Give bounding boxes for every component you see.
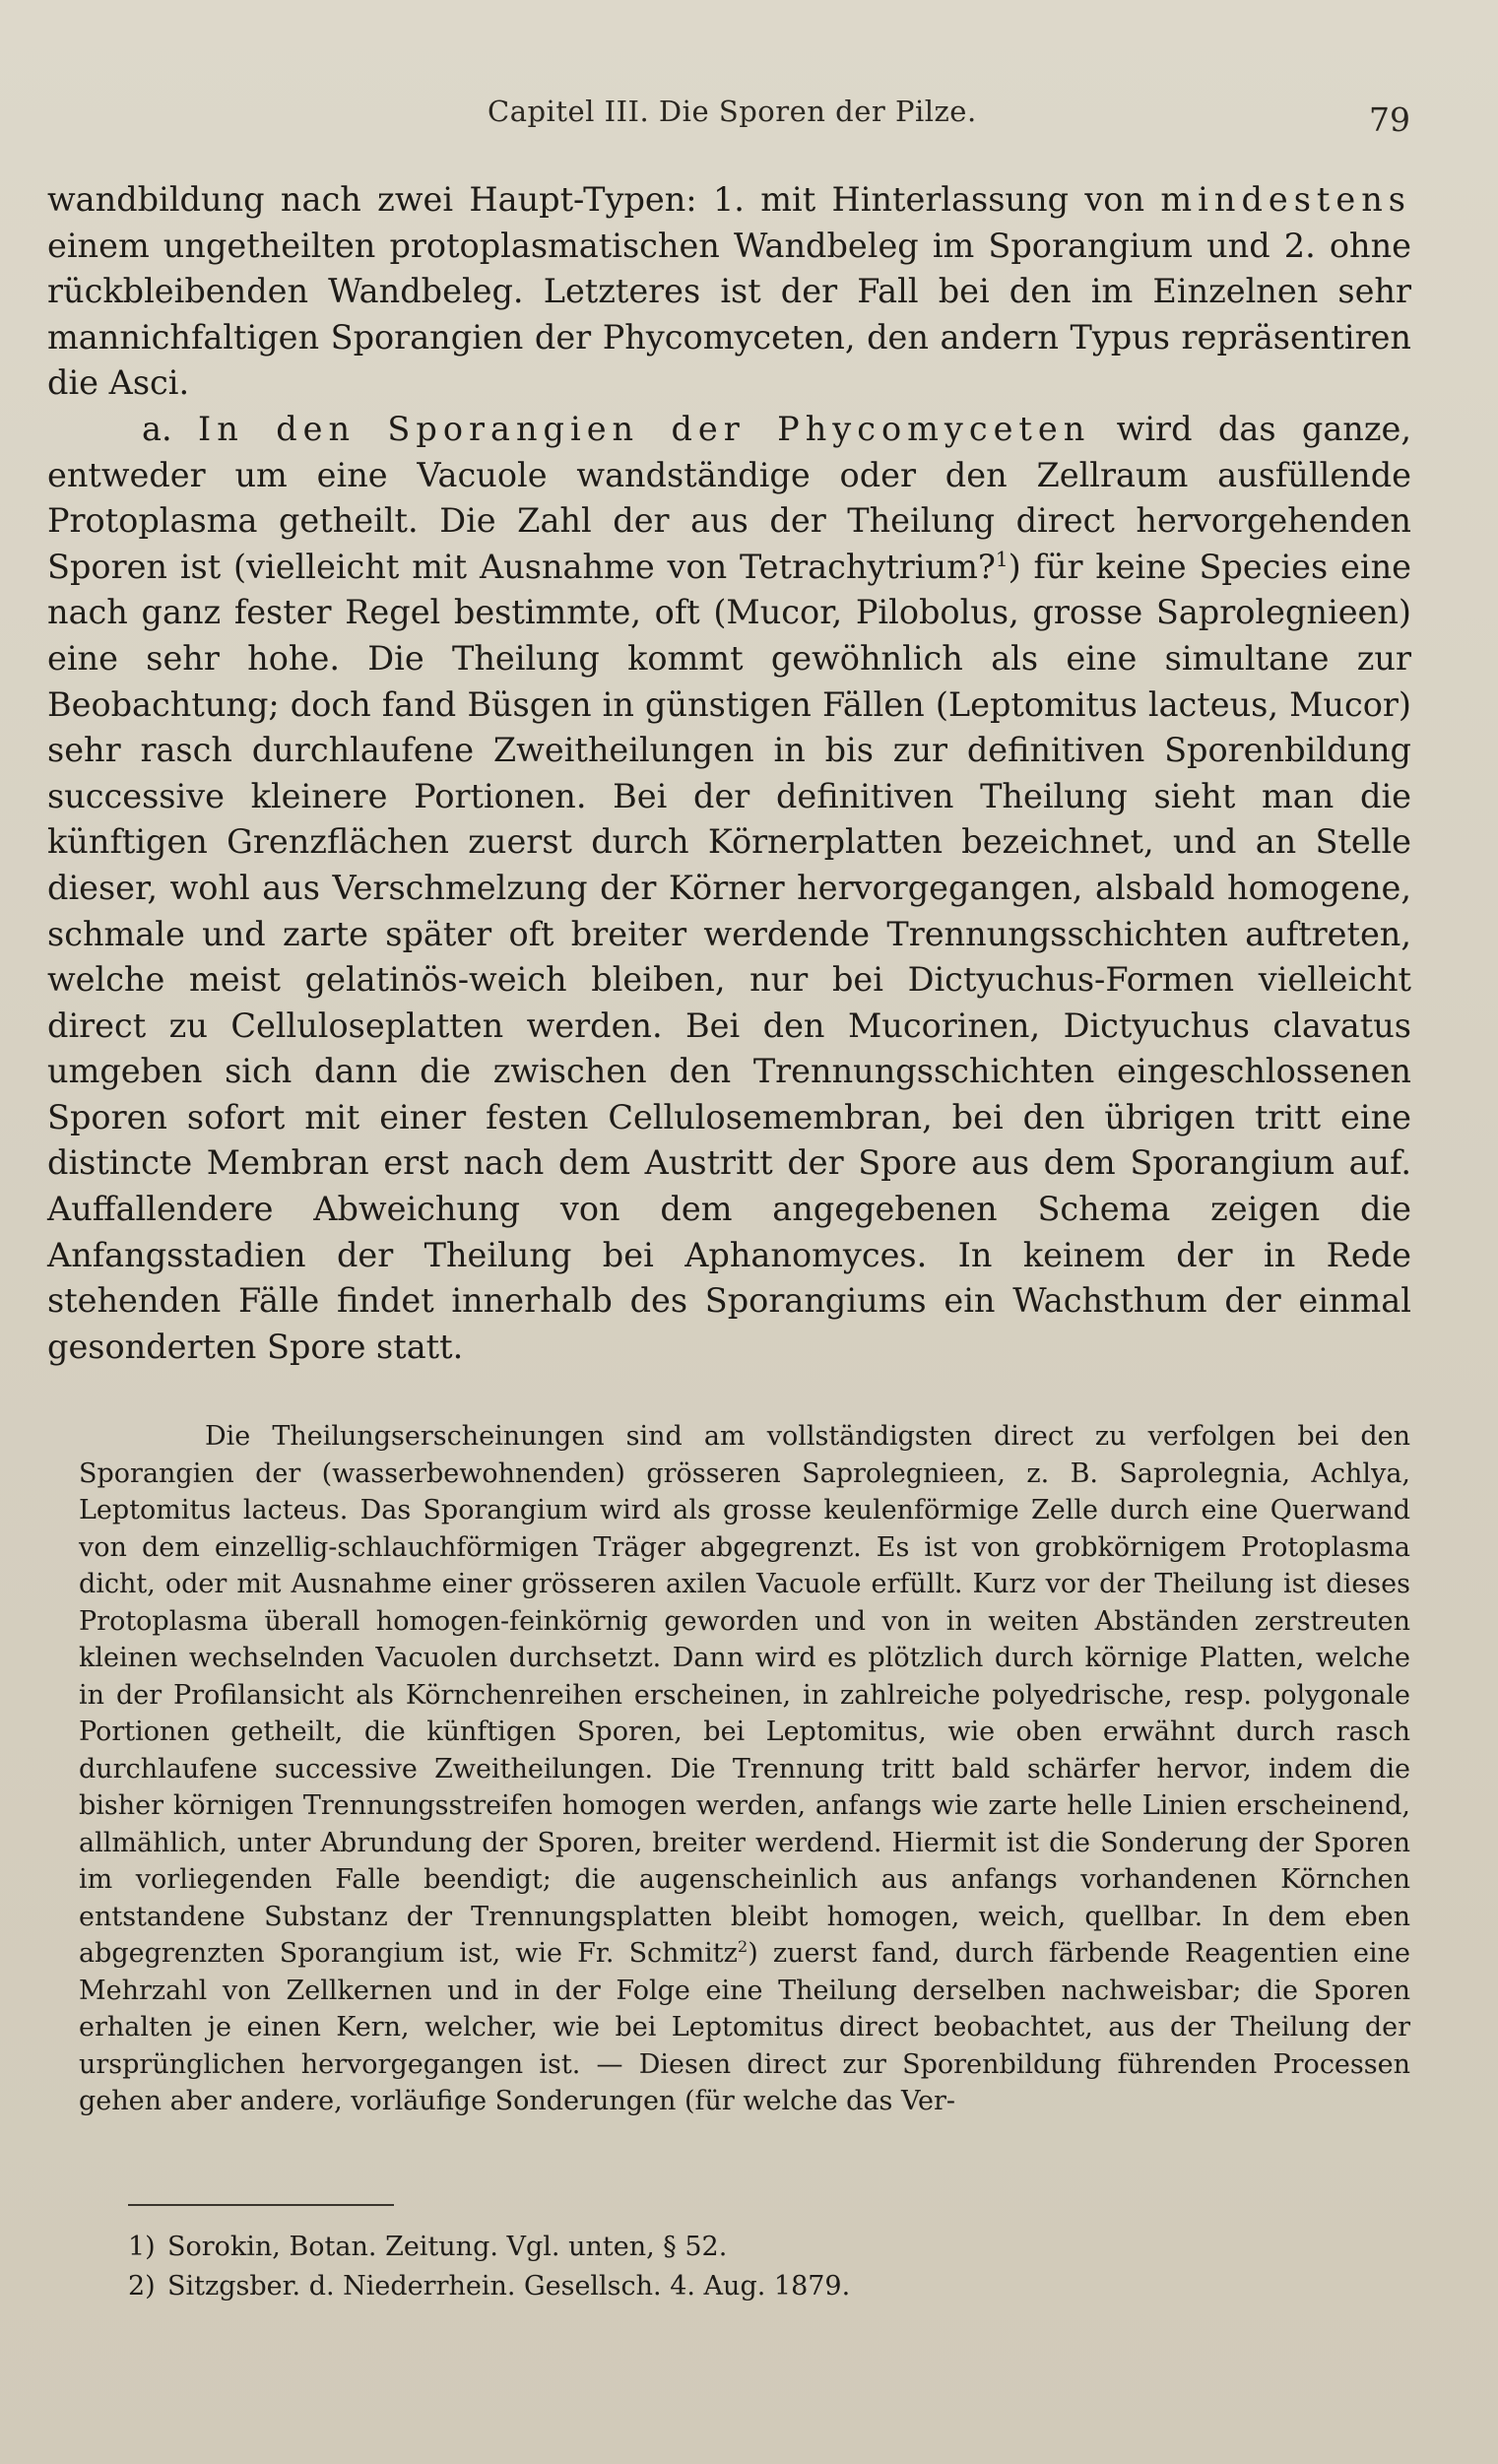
paragraph-text: wird das ganze, entweder um eine Vacuole wandständige oder den Zellraum ausfüllende Protoplasma getheilt. Die Zahl der aus der Theilung direct hervorgehenden Sporen ist (vielleicht mit Ausnahme von Tetrachytrium? <box>47 409 1412 586</box>
paragraph-typen <box>47 177 1411 407</box>
paragraph-text: einem ungetheilten protoplasmatischen Wandbeleg im Sporangium und 2. ohne rückbleibenden Wandbeleg. Letzteres ist der Fall bei den im Einzelnen sehr mannichfaltigen Sporangien der Phycomyceten, den andern Typus repräsentiren die Asci. <box>47 226 1411 403</box>
paragraph-text: ) zuerst fand, durch färbende Reagentien eine Mehrzahl von Zellkernen und in der Folge eine Theilung derselben nachweisbar; die Sporen erhalten je einen Kern, welcher, wie bei Leptomitus direct beobachtet, aus der Theilung der ursprünglichen hervorgegangen ist. — Diesen direct zur Sporenbildung führenden Processen gehen aber andere, vorläufige Sonderungen (für welche das Ver- <box>79 1938 1410 2116</box>
running-head <box>0 95 1498 144</box>
paragraph-text: Die Theilungserscheinungen sind am vollständigsten direct zu verfolgen bei den Sporangien der (wasserbewohnenden) grösseren Saprolegnieen, z. B. Saprolegnia, Achlya, Leptomitus lacteus. Das Sporangium wird als grosse keulenförmige Zelle durch eine Querwand von dem einzellig-schlauchförmigen Träger abgegrenzt. Es ist von grobkörnigem Protoplasma dicht, oder mit Ausnahme einer grösseren axilen Vacuole erfüllt. Kurz vor der Theilung ist dieses Protoplasma überall homogen-feinkörnig geworden und von in weiten Abständen zerstreuten kleinen wechselnden Vacuolen durchsetzt. Dann wird es plötzlich durch körnige Platten, welche in der Profilansicht als Körnchenreihen erscheinen, in zahlreiche polyedrische, resp. polygonale Portionen getheilt, die künftigen Sporen, bei Leptomitus, wie oben erwähnt durch rasch durchlaufene successive Zweitheilungen. Die Trennung tritt bald schärfer hervor, indem die bisher körnigen Trennungsstreifen homogen werden, anfangs wie zarte helle Linien erscheinend, allmählich, unter Abrundung der Sporen, breiter werdend. Hiermit ist die Sonderung der Sporen im vorliegenden Falle beendigt; die augenscheinlich aus anfangs vorhandenen Körnchen entstandene Substanz der Trennungsplatten bleibt homogen, weich, quellbar. In dem eben abgegrenzten Sporangium ist, wie Fr. Schmitz <box>79 1421 1410 1969</box>
emphasis-spaced: mindestens <box>1160 180 1411 219</box>
footnotes <box>128 2228 1211 2306</box>
footnote-2 <box>128 2267 1211 2306</box>
paragraph-text: ) für keine Species eine nach ganz fester Regel bestimmte, oft (Mucor, Pilobolus, grosse Saprolegnieen) eine sehr hohe. Die Theilung kommt gewöhnlich als eine simultane zur Beobachtung; doch fand Büsgen in günstigen Fällen (Leptomitus lacteus, Mucor) sehr rasch durchlaufene Zweitheilungen in bis zur definitiven Sporenbildung successive kleinere Portionen. Bei der definitiven Theilung sieht man die künftigen Grenzflächen zuerst durch Körnerplatten bezeichnet, und an Stelle dieser, wohl aus Verschmelzung der Körner hervorgegangen, alsbald homogene, schmale und zarte später oft breiter werdende Trennungsschichten auftreten, welche meist gelatinös-weich bleiben, nur bei Dictyuchus-Formen vielleicht direct zu Celluloseplatten werden. Bei den Mucorinen, Dictyuchus clavatus umgeben sich dann die zwischen den Trennungsschichten eingeschlossenen Sporen sofort mit einer festen Cellulosemembran, bei den übrigen tritt eine distincte Membran erst nach dem Austritt der Spore aus dem Sporangium auf. Auffallendere Abweichung von dem angegebenen Schema zeigen die Anfangsstadien der Theilung bei Aphanomyces. In keinem der in Rede stehenden Fälle findet innerhalb des Sporangiums ein Wachsthum der einmal gesonderten Spore statt. <box>47 547 1411 1366</box>
footnote-1 <box>128 2228 1211 2267</box>
footnote-divider <box>128 2204 394 2206</box>
footnote-mark: 2) <box>128 2271 156 2302</box>
footnote-ref-1: 1 <box>995 547 1009 571</box>
footnote-text: Sorokin, Botan. Zeitung. Vgl. unten, § 52. <box>167 2232 728 2262</box>
list-marker: a. <box>142 409 172 448</box>
footnote-text: Sitzgsber. d. Niederrhein. Gesellsch. 4. Aug. 1879. <box>167 2271 851 2302</box>
paragraph-small <box>79 1418 1410 2120</box>
footnote-mark: 1) <box>128 2232 156 2262</box>
chapter-title: Capitel III. Die Sporen der Pilze. <box>488 95 977 128</box>
footnote-ref-2: 2 <box>737 1937 749 1956</box>
main-text <box>47 177 1411 1370</box>
page-number: 79 <box>1369 100 1410 139</box>
small-print-section <box>79 1418 1410 2120</box>
emphasis-spaced: In den Sporangien der Phycomyceten <box>198 409 1091 448</box>
paragraph-text: wandbildung nach zwei Haupt-Typen: 1. mit Hinterlassung von <box>47 180 1145 219</box>
paragraph-phycomyceten <box>47 407 1411 1370</box>
